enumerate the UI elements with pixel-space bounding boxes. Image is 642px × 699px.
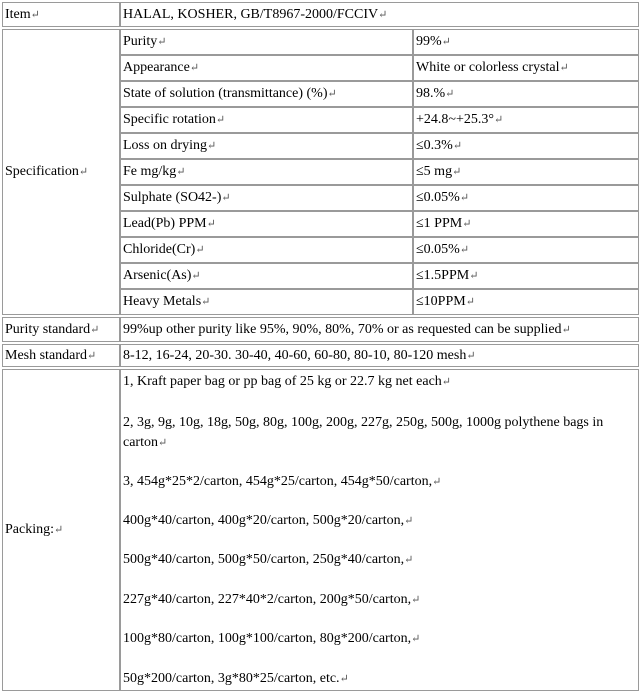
spec-value-text: ≤1.5PPM xyxy=(416,268,470,283)
spec-value-text: ≤0.3% xyxy=(416,138,453,153)
item-value xyxy=(123,6,387,24)
paragraph-mark-icon: ↵ xyxy=(157,437,168,449)
paragraph-mark-icon: ↵ xyxy=(30,9,40,21)
paragraph-mark-icon: ↵ xyxy=(339,673,349,685)
spec-value-text: +24.8~+25.3° xyxy=(416,112,494,127)
paragraph-mark-icon: ↵ xyxy=(441,36,451,48)
paragraph-mark-icon: ↵ xyxy=(493,114,504,126)
paragraph-mark-icon: ↵ xyxy=(191,270,201,282)
packing-line xyxy=(123,670,349,688)
spec-value-text: ≤1 PPM xyxy=(416,216,463,231)
paragraph-mark-icon: ↵ xyxy=(176,166,186,178)
spec-name xyxy=(123,267,201,285)
packing-line xyxy=(123,551,413,569)
spec-value xyxy=(416,111,503,129)
packing-line-text: 100g*80/carton, 100g*100/carton, 80g*200/carton, xyxy=(123,631,412,646)
paragraph-mark-icon: ↵ xyxy=(378,9,388,21)
purity-standard-label-text: Purity standard xyxy=(5,322,91,337)
packing-line-text: 500g*40/carton, 500g*50/carton, 250g*40/carton, xyxy=(123,552,405,567)
spec-value xyxy=(416,163,461,181)
paragraph-mark-icon: ↵ xyxy=(404,515,414,527)
packing-line-text: 3, 454g*25*2/carton, 454g*25/carton, 454g*50/carton, xyxy=(123,474,433,489)
paragraph-mark-icon: ↵ xyxy=(466,350,476,362)
spec-name-text: Chloride(Cr) xyxy=(123,242,196,257)
packing-line-text: 50g*200/carton, 3g*80*25/carton, etc. xyxy=(123,671,340,686)
spec-name xyxy=(123,111,225,129)
spec-name-text: State of solution (transmittance) (%) xyxy=(123,86,328,101)
spec-name xyxy=(123,215,216,233)
paragraph-mark-icon: ↵ xyxy=(54,524,64,536)
packing-line-text: 1, Kraft paper bag or pp bag of 25 kg or 22.7 kg net each xyxy=(123,374,442,389)
spec-name xyxy=(123,85,337,103)
spec-name-text: Heavy Metals xyxy=(123,294,202,309)
paragraph-mark-icon: ↵ xyxy=(215,114,226,126)
spec-value xyxy=(416,33,451,51)
spec-name xyxy=(123,59,199,77)
spec-name-text: Sulphate (SO42-) xyxy=(123,190,222,205)
purity-standard-value-text: 99%up other purity like 95%, 90%, 80%, 70% or as requested can be supplied xyxy=(123,322,562,337)
paragraph-mark-icon: ↵ xyxy=(221,192,231,204)
packing-line xyxy=(123,630,420,648)
packing-line-text: 227g*40/carton, 227*40*2/carton, 200g*50/carton, xyxy=(123,592,412,607)
paragraph-mark-icon: ↵ xyxy=(459,244,470,256)
paragraph-mark-icon: ↵ xyxy=(90,324,100,336)
paragraph-mark-icon: ↵ xyxy=(432,476,442,488)
specification-label xyxy=(5,163,88,181)
packing-line-text: 400g*40/carton, 400g*20/carton, 500g*20/carton, xyxy=(123,513,405,528)
spec-name-text: Appearance xyxy=(123,60,190,75)
packing-line-text: 2, 3g, 9g, 10g, 18g, 50g, 80g, 100g, 200g, 227g, 250g, 500g, 1000g polythene bags in carton xyxy=(123,415,604,450)
paragraph-mark-icon: ↵ xyxy=(87,350,97,362)
spec-name xyxy=(123,189,231,207)
packing-line xyxy=(123,373,451,391)
paragraph-mark-icon: ↵ xyxy=(452,166,462,178)
paragraph-mark-icon: ↵ xyxy=(561,324,571,336)
packing-line xyxy=(123,473,441,491)
paragraph-mark-icon: ↵ xyxy=(411,594,421,606)
paragraph-mark-icon: ↵ xyxy=(462,218,472,230)
spec-name-text: Arsenic(As) xyxy=(123,268,192,283)
paragraph-mark-icon: ↵ xyxy=(195,244,205,256)
spec-value-text: 99% xyxy=(416,34,442,49)
spec-name xyxy=(123,163,186,181)
spec-value xyxy=(416,293,475,311)
item-label xyxy=(5,6,40,24)
mesh-standard-value-text: 8-12, 16-24, 20-30. 30-40, 40-60, 60-80, 80-10, 80-120 mesh xyxy=(123,348,467,363)
spec-value xyxy=(416,85,454,103)
packing-line xyxy=(123,591,420,609)
packing-line xyxy=(123,413,635,453)
spec-name xyxy=(123,293,210,311)
spec-name-text: Lead(Pb) PPM xyxy=(123,216,207,231)
packing-line xyxy=(123,512,413,530)
spec-value xyxy=(416,215,471,233)
packing-label xyxy=(5,521,63,539)
paragraph-mark-icon: ↵ xyxy=(327,88,337,100)
spec-value xyxy=(416,59,569,77)
mesh-standard-label xyxy=(5,347,96,365)
paragraph-mark-icon: ↵ xyxy=(411,633,421,645)
spec-name-text: Loss on drying xyxy=(123,138,207,153)
paragraph-mark-icon: ↵ xyxy=(157,36,167,48)
paragraph-mark-icon: ↵ xyxy=(465,296,475,308)
paragraph-mark-icon: ↵ xyxy=(201,296,211,308)
item-label-text: Item xyxy=(5,7,31,22)
spec-name-text: Fe mg/kg xyxy=(123,164,177,179)
spec-value-text: ≤0.05% xyxy=(416,242,460,257)
spec-value xyxy=(416,267,478,285)
spec-name-text: Specific rotation xyxy=(123,112,216,127)
mesh-standard-value xyxy=(123,347,476,365)
spec-name-text: Purity xyxy=(123,34,158,49)
spec-value-text: ≤5 mg xyxy=(416,164,453,179)
spec-value-text: ≤0.05% xyxy=(416,190,460,205)
paragraph-mark-icon: ↵ xyxy=(78,166,89,178)
paragraph-mark-icon: ↵ xyxy=(189,62,200,74)
spec-value-text: 98.% xyxy=(416,86,446,101)
item-value-text: HALAL, KOSHER, GB/T8967-2000/FCCIV xyxy=(123,7,379,22)
specification-label-text: Specification xyxy=(5,164,79,179)
purity-standard-label xyxy=(5,321,99,339)
spec-name xyxy=(123,33,166,51)
paragraph-mark-icon: ↵ xyxy=(469,270,479,282)
paragraph-mark-icon: ↵ xyxy=(441,376,452,388)
paragraph-mark-icon: ↵ xyxy=(559,62,569,74)
packing-label-text: Packing: xyxy=(5,522,54,537)
paragraph-mark-icon: ↵ xyxy=(445,88,455,100)
paragraph-mark-icon: ↵ xyxy=(206,218,216,230)
spec-name xyxy=(123,137,216,155)
spec-value-text: ≤10PPM xyxy=(416,294,466,309)
spec-value xyxy=(416,189,469,207)
paragraph-mark-icon: ↵ xyxy=(404,554,414,566)
paragraph-mark-icon: ↵ xyxy=(207,140,217,152)
spec-name xyxy=(123,241,205,259)
spec-value xyxy=(416,137,462,155)
mesh-standard-label-text: Mesh standard xyxy=(5,348,88,363)
spec-value-text: White or colorless crystal xyxy=(416,60,560,75)
spec-value xyxy=(416,241,469,259)
paragraph-mark-icon: ↵ xyxy=(459,192,470,204)
paragraph-mark-icon: ↵ xyxy=(452,140,463,152)
purity-standard-value xyxy=(123,321,571,339)
